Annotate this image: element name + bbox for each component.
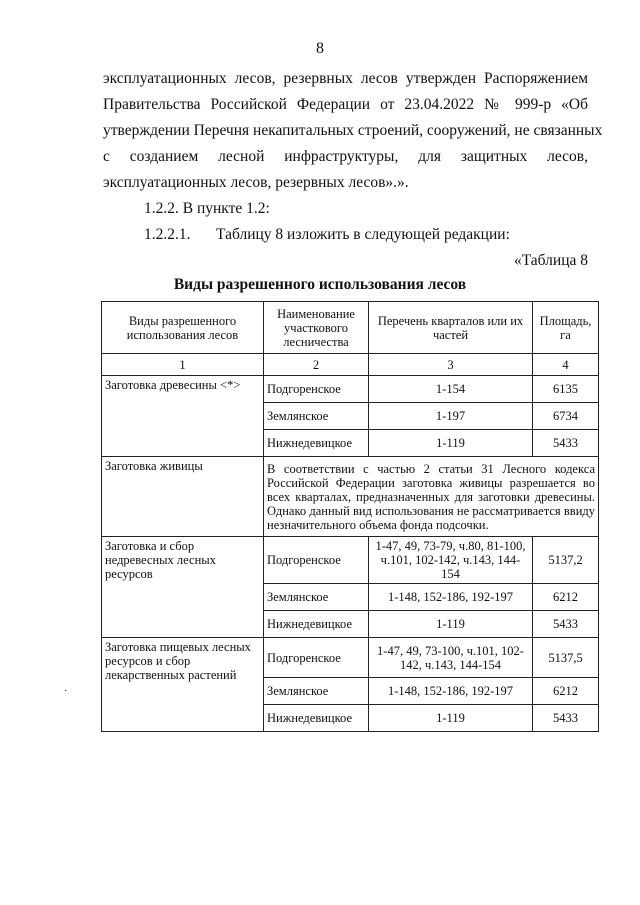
- header-forestry: Наименование участкового лесничества: [264, 302, 369, 354]
- column-number: 1: [102, 354, 264, 376]
- table-header-row: [102, 302, 599, 354]
- table-row: [102, 376, 599, 403]
- paragraph-line: эксплуатационных лесов, резервных лесов».».: [103, 174, 409, 191]
- column-number: 2: [264, 354, 369, 376]
- item-1-2-2: 1.2.2. В пункте 1.2:: [144, 200, 270, 217]
- forestry-cell: Землянское: [264, 403, 369, 430]
- paragraph-line: эксплуатационных лесов, резервных лесов утвержден Распоряжением: [103, 70, 588, 87]
- area-cell: 5433: [533, 430, 599, 457]
- forest-use-table: [101, 301, 599, 732]
- quarters-cell: 1-148, 152-186, 192-197: [369, 678, 533, 705]
- table-title: Виды разрешенного использования лесов: [173, 276, 467, 293]
- column-number: 3: [369, 354, 533, 376]
- quarters-cell: 1-47, 49, 73-79, ч.80, 81-100, ч.101, 102-142, ч.143, 144-154: [369, 537, 533, 584]
- quarters-cell: 1-148, 152-186, 192-197: [369, 584, 533, 611]
- quarters-cell: 1-154: [369, 376, 533, 403]
- table-label: «Таблица 8: [513, 252, 588, 269]
- item-1-2-2-1-number: 1.2.2.1.: [144, 226, 191, 243]
- forestry-cell: Подгоренское: [264, 638, 369, 678]
- table-row: [102, 457, 599, 537]
- paragraph-line: утверждении Перечня некапитальных строений, сооружений, не связанных: [103, 122, 603, 139]
- header-area: Площадь, га: [533, 302, 599, 354]
- use-type-cell: Заготовка живицы: [102, 457, 264, 537]
- use-type-cell: Заготовка пищевых лесных ресурсов и сбор лекарственных растений: [102, 638, 264, 732]
- area-cell: 6212: [533, 584, 599, 611]
- quarters-cell: 1-197: [369, 403, 533, 430]
- forestry-cell: Подгоренское: [264, 376, 369, 403]
- area-cell: 5433: [533, 705, 599, 732]
- area-cell: 6212: [533, 678, 599, 705]
- paragraph-line: Правительства Российской Федерации от 23.04.2022 № 999-р «Об: [103, 96, 588, 113]
- area-cell: 5137,2: [533, 537, 599, 584]
- area-cell: 6734: [533, 403, 599, 430]
- area-cell: 6135: [533, 376, 599, 403]
- table-row: [102, 638, 599, 678]
- forestry-cell: Нижнедевицкое: [264, 611, 369, 638]
- use-type-cell: Заготовка древесины <*>: [102, 376, 264, 457]
- quarters-cell: 1-47, 49, 73-100, ч.101, 102-142, ч.143, 144-154: [369, 638, 533, 678]
- forestry-cell: Нижнедевицкое: [264, 430, 369, 457]
- forestry-cell: Подгоренское: [264, 537, 369, 584]
- item-1-2-2-1-text: Таблицу 8 изложить в следующей редакции:: [216, 226, 510, 243]
- forestry-cell: Землянское: [264, 584, 369, 611]
- column-number-row: [102, 354, 599, 376]
- use-type-cell: Заготовка и сбор недревесных лесных ресурсов: [102, 537, 264, 638]
- table-row: [102, 537, 599, 584]
- quarters-cell: 1-119: [369, 705, 533, 732]
- header-use-type: Виды разрешенного использования лесов: [102, 302, 264, 354]
- quarters-cell: 1-119: [369, 430, 533, 457]
- area-cell: 5137,5: [533, 638, 599, 678]
- forestry-cell: Землянское: [264, 678, 369, 705]
- quarters-cell: 1-119: [369, 611, 533, 638]
- area-cell: 5433: [533, 611, 599, 638]
- paragraph-line: с созданием лесной инфраструктуры, для защитных лесов,: [103, 148, 588, 165]
- page-number: 8: [316, 40, 324, 57]
- forestry-cell: Нижнедевицкое: [264, 705, 369, 732]
- scan-speck: ·: [64, 686, 68, 697]
- note-cell: В соответствии с частью 2 статьи 31 Лесного кодекса Российской Федерации заготовка живицы разрешается во всех кварталах, предназначенных для заготовки древесины. Однако данный вид использования не рассматривается ввиду незначительного объема фонда подсочки.: [264, 457, 599, 537]
- column-number: 4: [533, 354, 599, 376]
- header-quarters: Перечень кварталов или их частей: [369, 302, 533, 354]
